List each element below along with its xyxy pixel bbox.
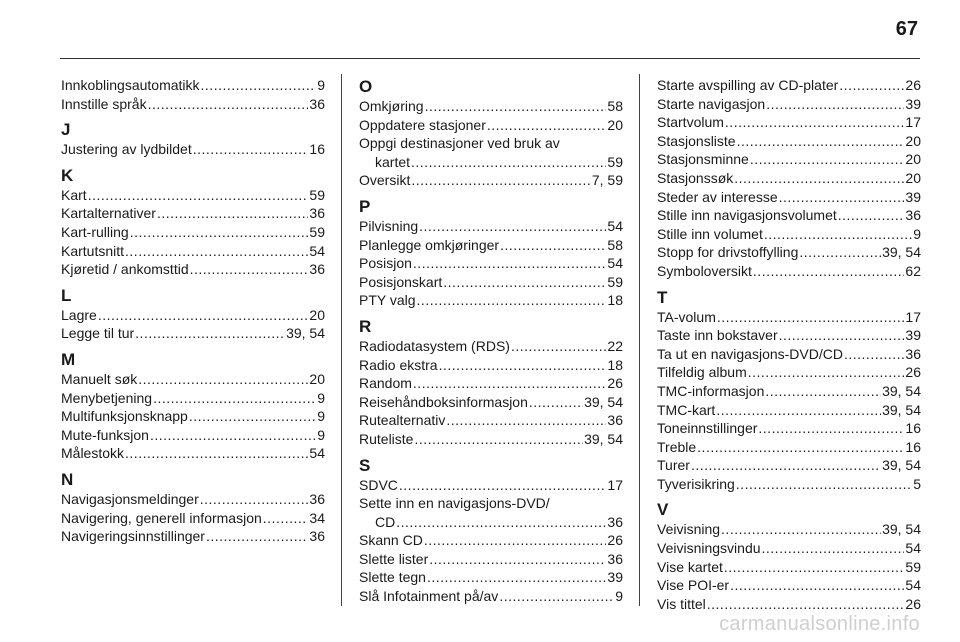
index-entry-term: Startvolum [657,114,724,131]
index-entry [359,531,623,550]
index-entry [657,456,921,475]
index-entry [359,513,623,532]
column-divider [341,74,342,606]
index-entry-pages: 59 [309,186,325,203]
index-entry-term: Tilfeldig album [657,364,747,381]
index-entry-pages: 54 [607,217,623,234]
dot-leader [424,531,607,550]
index-entry-pages: 9 [317,389,325,406]
index-entry-pages: 18 [607,356,623,373]
dot-leader [736,475,912,494]
index-entry [657,363,921,382]
index-entry-pages: 39, 54 [882,244,921,261]
index-entry [61,407,325,426]
header-rule [60,58,920,59]
index-entry-pages: 62 [905,262,921,279]
index-entry [61,324,325,343]
dot-leader [135,324,285,343]
dot-leader [206,527,308,546]
dot-leader [419,217,606,236]
dot-leader [414,430,583,449]
index-entry-pages: 20 [309,370,325,387]
index-entry-pages: 39, 54 [882,401,921,418]
dot-leader [766,95,904,114]
index-entry-term: Steder av interesse [657,188,778,205]
dot-leader [691,456,881,475]
index-entry-term: Stopp for drivstoffylling [657,244,799,261]
index-entry-pages: 54 [905,540,921,557]
index-section [359,455,623,606]
index-entry-pages: 26 [905,364,921,381]
index-entry-term: Manuelt søk [61,370,138,387]
index-entry [359,236,623,255]
index-entry-pages: 17 [607,476,623,493]
index-entry [359,153,623,172]
index-entry [359,393,623,412]
dot-leader [750,150,905,169]
index-entry [657,188,921,207]
dot-leader [487,116,607,135]
dot-leader [190,260,309,279]
index-entry-pages: 54 [905,577,921,594]
index-column-1 [61,76,325,546]
index-entry [61,509,325,528]
index-entry-pages: 9 [317,426,325,443]
index-section [61,469,325,546]
index-entry-term: Oppdatere stasjoner [359,116,486,133]
index-entry [657,243,921,262]
dot-leader [839,76,904,95]
index-entry-term: Stille inn volumet [657,225,763,242]
index-entry-pages: 16 [309,141,325,158]
index-entry-term: Veivisningsvindu [657,540,761,557]
section-letter: K [61,165,74,185]
index-entry-pages: 17 [905,308,921,325]
dot-leader [499,587,614,606]
index-entry-term: Pilvisning [359,217,419,234]
index-entry [359,254,623,273]
index-section [61,165,325,279]
index-entry [359,291,623,310]
index-entry-pages: 39, 54 [882,382,921,399]
dot-leader [413,254,607,273]
index-entry-pages: 36 [607,412,623,429]
index-entry-term: PTY valg [359,292,416,309]
index-entry-pages: 20 [309,306,325,323]
index-entry-term: Kartalternativer [61,205,156,222]
index-entry-term: Posisjon [359,255,412,272]
dot-leader [838,206,905,225]
index-entry [61,186,325,205]
index-entry [657,401,921,420]
index-entry [61,306,325,325]
dot-leader [200,490,309,509]
index-entry [657,419,921,438]
index-section [657,499,921,613]
index-entry-pages: 7, 59 [591,172,623,189]
index-entry-term: Stasjonssøk [657,169,734,186]
index-entry [359,568,623,587]
section-letter: L [61,285,72,305]
index-section [61,119,325,159]
dot-leader [721,520,881,539]
dot-leader [779,188,905,207]
dot-leader [737,132,905,151]
index-entry-term: Stasjonsliste [657,132,736,149]
index-entry [61,389,325,408]
index-entry-pages: 39, 54 [286,325,325,342]
index-entry [657,169,921,188]
index-entry-term: Kart-rulling [61,223,129,240]
index-entry [657,345,921,364]
dot-leader [762,539,905,558]
index-entry-pages: 39 [905,327,921,344]
index-entry-pages: 9 [913,225,921,242]
index-entry [359,374,623,393]
index-entry [359,550,623,569]
index-entry-term-first-line: Oppgi destinasjoner ved bruk av [359,135,560,152]
index-entry [61,140,325,159]
index-entry-term: Starte avspilling av CD-plater [657,77,839,93]
index-entry [657,438,921,457]
index-entry-term: Symboloversikt [657,262,752,279]
index-entry-term: Random [359,375,412,392]
index-entry-term: SDVC [359,476,398,493]
dot-leader [529,393,583,412]
index-entry [657,132,921,151]
index-entry [359,97,623,116]
index-entry-term: Kartutsnitt [61,242,125,259]
dot-leader [189,407,316,426]
index-entry-pages: 36 [905,207,921,224]
index-entry-term: TMC-kart [657,401,716,418]
index-section [61,285,325,343]
index-entry-pages: 26 [607,532,623,549]
index-section [359,196,623,310]
index-entry [61,76,325,95]
index-entry-pages: 39, 54 [584,393,623,410]
index-section [359,76,623,190]
index-entry-pages: 39, 54 [882,457,921,474]
page-number: 67 [895,18,918,40]
index-entry-pages: 17 [905,114,921,131]
index-entry-term: Justering av lydbildet [61,141,192,158]
index-entry-pages: 26 [607,375,623,392]
index-entry-pages: 54 [309,242,325,259]
index-entry [61,223,325,242]
dot-leader [716,401,881,420]
dot-leader [725,113,905,132]
dot-leader [201,76,317,95]
index-entry [61,426,325,445]
index-entry-pages: 34 [309,509,325,526]
index-entry [359,411,623,430]
dot-leader [724,558,905,577]
index-entry-pages: 39 [607,569,623,586]
dot-leader [511,337,606,356]
index-entry [359,356,623,375]
index-entry-term: Vis tittel [657,595,706,612]
index-entry-pages: 36 [309,261,325,278]
index-entry-pages: 20 [905,132,921,149]
dot-leader [799,243,881,262]
dot-leader [148,95,309,114]
index-column-2 [359,76,623,606]
index-entry-term: Ta ut en navigasjons-DVD/CD [657,345,843,362]
index-entry-term: Skann CD [359,532,423,549]
index-entry-pages: 39 [905,95,921,112]
index-section [359,316,623,449]
index-entry [657,558,921,577]
index-entry-term: Tyverisikring [657,475,735,492]
index-entry-pages: 26 [905,595,921,612]
index-entry-pages: 36 [905,345,921,362]
index-entry-pages: 59 [309,223,325,240]
dot-leader [411,153,606,172]
index-entry-term: Posisjonskart [359,273,443,290]
index-entry-term: Rutealternativ [359,412,446,429]
dot-leader [427,568,606,587]
dot-leader [413,374,607,393]
index-entry [61,204,325,223]
index-entry [657,308,921,327]
index-entry [359,587,623,606]
index-entry-pages: 39, 54 [584,430,623,447]
index-entry [657,113,921,132]
index-entry-pages: 54 [309,445,325,462]
section-letter: S [359,455,371,475]
index-entry-term: Planlegge omkjøringer [359,236,500,253]
dot-leader [125,444,308,463]
index-entry [359,116,623,135]
dot-leader [399,476,607,495]
index-entry-term: Treble [657,438,697,455]
index-entry-term: Målestokk [61,445,125,462]
index-entry-term: kartet [375,153,411,170]
index-entry [61,490,325,509]
index-entry-term: Kjøretid / ankomsttid [61,261,189,278]
section-letter: O [359,77,373,96]
dot-leader [443,273,606,292]
index-entry-pages: 9 [317,408,325,425]
section-letter: T [657,287,668,307]
index-entry-pages: 39, 54 [882,521,921,538]
index-entry-pages: 59 [607,153,623,170]
dot-leader [764,225,912,244]
dot-leader [98,306,309,325]
dot-leader [697,438,904,457]
section-letter: M [61,349,76,369]
index-entry-term: Stasjonsminne [657,151,749,168]
dot-leader [439,356,607,375]
index-entry-term: Lagre [61,306,97,323]
index-entry-pages: 20 [607,116,623,133]
dot-leader [717,308,905,327]
dot-leader [417,291,607,310]
index-entry [657,76,921,95]
index-entry-pages: 59 [607,273,623,290]
dot-leader [500,236,606,255]
dot-leader [748,363,905,382]
index-entry-pages: 36 [309,205,325,222]
index-entry-pages: 5 [913,475,921,492]
index-entry [657,475,921,494]
index-entry-pages: 16 [905,420,921,437]
index-entry-term: Veivisning [657,521,721,538]
index-entry-term: Radiodatasystem (RDS) [359,337,510,354]
dot-leader [844,345,904,364]
index-entry [359,476,623,495]
dot-leader [765,382,881,401]
index-entry [359,337,623,356]
index-entry-term: Navigering, generell informasjon [61,509,262,526]
index-entry-term: Navigasjonsmeldinger [61,490,199,507]
index-entry [61,242,325,261]
index-entry-term: Oversikt [359,172,411,189]
index-entry [657,95,921,114]
dot-leader [150,426,316,445]
dot-leader [707,595,905,614]
dot-leader [425,97,607,116]
section-letter: P [359,196,371,216]
index-entry [657,206,921,225]
dot-leader [157,204,308,223]
dot-leader [125,242,308,261]
index-entry-term: Toneinnstillinger [657,420,758,437]
dot-leader [730,576,904,595]
section-letter: J [61,120,71,140]
index-entry [359,171,623,190]
index-entry-pages: 26 [905,77,921,93]
dot-leader [734,169,904,188]
dot-leader [753,262,905,281]
dot-leader [130,223,309,242]
dot-leader [411,171,591,190]
index-entry-pages: 22 [607,337,623,354]
dot-leader [138,370,308,389]
index-entry-term: Taste inn bokstaver [657,327,778,344]
index-entry [657,326,921,345]
index-entry [657,262,921,281]
index-entry [61,527,325,546]
index-entry-pages: 9 [615,588,623,605]
index-entry [359,217,623,236]
index-entry-term: Menybetjening [61,389,153,406]
index-entry-term: CD [375,513,396,530]
index-entry-term: Innkoblingsautomatikk [61,77,200,93]
index-entry-term: Vise POI-er [657,577,730,594]
index-entry-term-first-line: Sette inn en navigasjons-DVD/ [359,495,550,512]
index-entry-term: Slå Infotainment på/av [359,588,499,605]
index-entry [657,576,921,595]
index-entry-term: Starte navigasjon [657,95,766,112]
index-entry-pages: 58 [607,98,623,114]
index-section [61,76,325,113]
dot-leader [446,411,606,430]
index-entry-term: Turer [657,457,690,474]
dot-leader [758,419,904,438]
index-entry [657,382,921,401]
index-entry-term: Reisehåndboksinformasjon [359,393,528,410]
index-entry-pages: 54 [607,255,623,272]
index-entry-term: Mute-funksjon [61,426,149,443]
index-entry-pages: 20 [905,169,921,186]
index-entry-term: Innstille språk [61,95,147,112]
index-entry [657,520,921,539]
index-entry [61,370,325,389]
section-letter: V [657,500,669,520]
index-entry [657,595,921,614]
index-entry [359,430,623,449]
section-letter: R [359,316,372,336]
index-entry-term: Ruteliste [359,430,414,447]
index-entry-term: Vise kartet [657,558,723,575]
index-entry-term: Slette lister [359,550,429,567]
index-section [61,349,325,463]
index-entry-pages: 36 [309,95,325,112]
index-entry-term: Legge til tur [61,325,135,342]
index-entry-pages: 20 [905,151,921,168]
index-entry-term: Kart [61,186,87,203]
index-entry-term: Multifunksjonsknapp [61,408,188,425]
index-entry-pages: 9 [317,77,325,93]
index-entry [657,539,921,558]
index-column-3 [657,76,921,613]
dot-leader [193,140,309,159]
index-entry-pages: 58 [607,236,623,253]
dot-leader [396,513,606,532]
index-entry-pages: 59 [905,558,921,575]
index-entry [657,150,921,169]
index-entry-term: Stille inn navigasjonsvolumet [657,207,837,224]
index-entry [359,273,623,292]
index-entry [61,95,325,114]
index-entry-term: Radio ekstra [359,356,438,373]
index-entry [61,444,325,463]
watermark: carmanualsonline.info [719,613,920,635]
dot-leader [263,509,309,528]
index-section [657,287,921,494]
index-entry-pages: 36 [309,490,325,507]
index-entry-term: Slette tegn [359,569,426,586]
index-entry-pages: 36 [607,550,623,567]
index-entry-term: Navigeringsinnstillinger [61,528,205,545]
dot-leader [429,550,606,569]
dot-leader [88,186,309,205]
dot-leader [779,326,905,345]
index-entry [61,260,325,279]
dot-leader [153,389,316,408]
index-entry-pages: 39 [905,188,921,205]
index-entry-pages: 18 [607,292,623,309]
index-entry-pages: 36 [607,513,623,530]
index-entry-term: Omkjøring [359,98,424,114]
index-entry-term: TA-volum [657,308,716,325]
index-entry-pages: 36 [309,528,325,545]
index-entry-term: TMC-informasjon [657,382,765,399]
index-entry-pages: 16 [905,438,921,455]
section-letter: N [61,469,74,489]
index-entry [657,225,921,244]
column-divider [639,74,640,606]
index-section [657,76,921,281]
